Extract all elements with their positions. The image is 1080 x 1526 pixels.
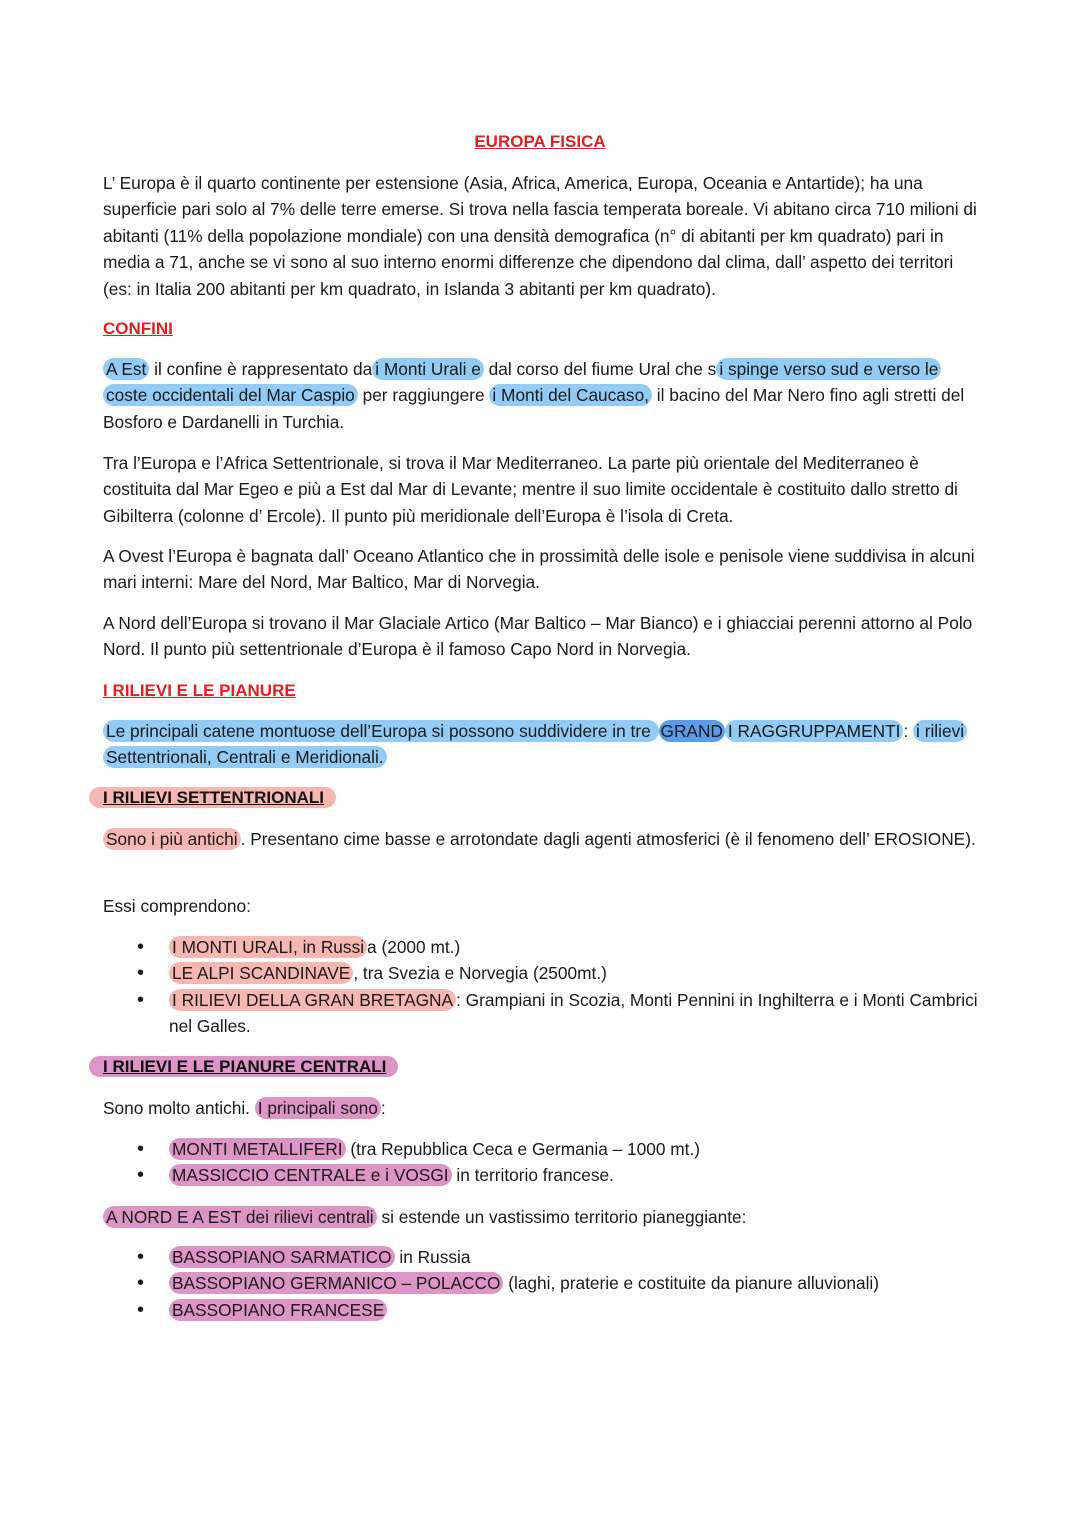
centrali-intro: Sono molto antichi. I principali sono : xyxy=(103,1098,386,1118)
list-item: • I MONTI URALI, in Russi a (2000 mt.) xyxy=(103,934,983,960)
page-title: EUROPA FISICA xyxy=(474,132,606,151)
list-item: • BASSOPIANO SARMATICO in Russia xyxy=(103,1244,983,1270)
settentrionali-heading-wrap xyxy=(103,787,983,809)
highlight-mar-caspio: i spinge verso sud e verso le coste occidentali del Mar Caspio xyxy=(103,358,941,406)
settentrionali-list xyxy=(103,934,983,1040)
confini-paragraph-3: A Ovest l’Europa è bagnata dall’ Oceano Atlantico che in prossimità delle isole e penisole viene suddivisa in alcuni mari interni: Mare del Nord, Mar Baltico, Mar di Norvegia. xyxy=(103,546,975,593)
centrali-nord-est: A NORD E A EST dei rilievi centrali si estende un vastissimo territorio pianeggiante: xyxy=(103,1204,983,1230)
list-item: • BASSOPIANO GERMANICO – POLACCO (laghi, praterie e costituite da pianure alluvionali) xyxy=(103,1270,983,1296)
settentrionali-comprendono: Essi comprendono: xyxy=(103,896,251,916)
highlight-monti-urali: i Monti Urali e xyxy=(372,358,484,380)
centrali-heading: I RILIEVI E LE PIANURE CENTRALI xyxy=(89,1056,398,1077)
centrali-heading-wrap xyxy=(103,1056,983,1078)
rilievi-heading-wrap xyxy=(103,680,983,702)
bassopiani-list xyxy=(103,1244,983,1323)
confini-paragraph-1: A Est il confine è rappresentato da i Monti Urali e dal corso del fiume Ural che s i spinge verso sud e verso le coste occidentali del Mar Caspio per raggiungere i Monti del Caucaso, il bacino del Mar Nero fino agli stretti del Bosforo e Dardanelli in Turchia. xyxy=(103,359,965,432)
confini-paragraph-4: A Nord dell’Europa si trovano il Mar Glaciale Artico (Mar Baltico – Mar Bianco) e i ghiacciai perenni attorno al Polo Nord. Il punto più settentrionale d’Europa è il famoso Capo Nord in Norvegia. xyxy=(103,613,973,660)
confini-heading-wrap xyxy=(103,318,983,340)
confini-paragraph-2: Tra l’Europa e l’Africa Settentrionale, si trova il Mar Mediterraneo. La parte più orientale del Mediterraneo è costituita dal Mar Egeo e più a Est dal Mar di Levante; mentre il suo limite occidentale è costituito dallo stretto di Gibilterra (colonne d’ Ercole). Il punto più meridionale dell’Europa è l’isola di Creta. xyxy=(103,453,958,526)
list-item: • MONTI METALLIFERI (tra Repubblica Ceca e Germania – 1000 mt.) xyxy=(103,1136,983,1162)
list-item: • MASSICCIO CENTRALE e i VOSGI in territorio francese. xyxy=(103,1162,983,1188)
settentrionali-intro: Sono i più antichi . Presentano cime basse e arrotondate dagli agenti atmosferici (è il fenomeno dell’ EROSIONE). xyxy=(103,826,983,852)
centrali-list xyxy=(103,1136,983,1189)
highlight-grand: GRAND xyxy=(660,721,723,741)
highlight-a-est: A Est xyxy=(103,358,149,380)
highlight-principali: I principali sono xyxy=(255,1097,381,1119)
rilievi-paragraph: Le principali catene montuose dell’Europa si possono suddividere in tre GRAND I RAGGRUPPAMENTI : i rilievi Settentrionali, Centrali e Meridionali. xyxy=(103,718,983,771)
highlight-raggruppamenti: I RAGGRUPPAMENTI xyxy=(725,720,904,742)
list-item: • BASSOPIANO FRANCESE xyxy=(103,1297,983,1323)
rilievi-heading: I RILIEVI E LE PIANURE xyxy=(103,681,296,700)
highlight-piu-antichi: Sono i più antichi xyxy=(103,828,241,850)
intro-section xyxy=(103,170,983,302)
list-item: • I RILIEVI DELLA GRAN BRETAGNA : Grampiani in Scozia, Monti Pennini in Inghilterra e i Monti Cambrici nel Galles. xyxy=(103,987,983,1040)
highlight-monti-caucaso: i Monti del Caucaso, xyxy=(489,384,652,406)
intro-paragraph: L’ Europa è il quarto continente per estensione (Asia, Africa, America, Europa, Oceania e Antartide); ha una superficie pari solo al 7% delle terre emerse. Si trova nella fascia temperata boreale. Vi abitano circa 710 milioni di abitanti (11% della popolazione mondiale) con una densità demografica (n° di abitanti per km quadrato) pari in media a 71, anche se vi sono al suo interno enormi differenze che dipendono dal clima, dall’ aspetto dei territori (es: in Italia 200 abitanti per km quadrato, in Islanda 3 abitanti per km quadrato). xyxy=(103,173,977,299)
settentrionali-heading: I RILIEVI SETTENTRIONALI xyxy=(89,787,336,808)
highlight-catene-montuose: Le principali catene montuose dell’Europa si possono suddividere in tre xyxy=(103,720,659,742)
highlight-nord-est: A NORD E A EST dei rilievi centrali xyxy=(103,1206,377,1228)
confini-heading: CONFINI xyxy=(103,319,173,338)
list-item: • LE ALPI SCANDINAVE , tra Svezia e Norvegia (2500mt.) xyxy=(103,960,983,986)
highlight-rilievi-list: i rilievi Settentrionali, Centrali e Meridionali. xyxy=(103,720,967,768)
